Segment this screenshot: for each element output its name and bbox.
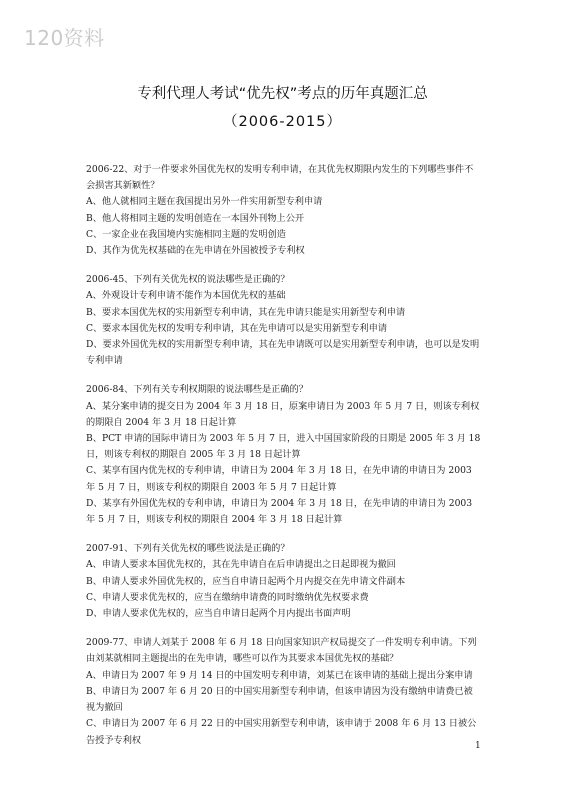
question-stem: 2007-91、下列有关优先权的哪些说法是正确的？ [86, 543, 290, 555]
question-2009-77 [86, 635, 481, 748]
option-d: D、其作为优先权基础的在先申请在外国被授予专利权 [86, 245, 305, 257]
option-c: C、要求本国优先权的发明专利申请，其在先申请可以是实用新型专利申请 [86, 322, 388, 334]
page-title: 专利代理人考试“优先权”考点的历年真题汇总 [137, 86, 428, 102]
option-a: A、他人就相同主题在我国提出另外一件实用新型专利申请 [86, 196, 323, 208]
question-2006-84 [86, 382, 481, 528]
option-c: C、申请日为 2007 年 6 月 22 日的中国实用新型专利申请，该申请于 2008 年 6 月 13 日被公告授予专利权 [86, 718, 477, 746]
option-b: B、要求本国优先权的实用新型专利申请，其在先申请只能是实用新型专利申请 [86, 306, 406, 318]
option-a: A、外观设计专利申请不能作为本国优先权的基础 [86, 290, 286, 302]
page-number: 1 [475, 741, 481, 751]
option-b: B、他人将相同主题的发明创造在一本国外刊物上公开 [86, 212, 305, 224]
question-stem: 2006-45、下列有关优先权的说法哪些是正确的？ [86, 274, 290, 286]
question-stem: 2009-77、申请人刘某于 2008 年 6 月 18 日向国家知识产权局提交了一件发明专利申请。下列由刘某就相同主题提出的在先申请，哪些可以作为其要求本国优先权的基础？ [86, 637, 477, 665]
option-b: B、申请人要求外国优先权的，应当自申请日起两个月内提交在先申请文件副本 [86, 575, 406, 587]
option-c: C、申请人要求优先权的，应当在缴纳申请费的同时缴纳优先权要求费 [86, 591, 369, 603]
option-d: D、申请人要求优先权的，应当自申请日起两个月内提出书面声明 [86, 608, 351, 620]
option-b: B、申请日为 2007 年 6 月 20 日的中国实用新型专利申请，但该申请因为没有缴纳申请费已被视为撤回 [86, 685, 473, 714]
question-stem: 2006-22、对于一件要求外国优先权的发明专利申请，在其优先权期限内发生的下列哪些事件不会损害其新颖性？ [86, 164, 474, 192]
option-d: D、要求外国优先权的实用新型专利申请，其在先申请既可以是实用新型专利申请，也可以是发明专利申请 [86, 339, 480, 367]
watermark: 120资料 [24, 26, 105, 50]
question-list [86, 162, 481, 762]
question-2007-91 [86, 541, 481, 622]
question-2006-22 [86, 162, 481, 259]
option-b: B、PCT 申请的国际申请日为 2003 年 5 月 7 日，进入中国国家阶段的日期是 2005 年 3 月 18 日，则该专利权的期限自 2005 年 3 月 18 日起计算 [86, 433, 481, 461]
option-d: D、某享有外国优先权的专利申请，申请日为 2004 年 3 月 18 日，在先申请的申请日为 2003 年 5 月 7 日，则该专利权的期限自 2004 年 3 月 18 日起计算 [86, 497, 473, 526]
option-a: A、申请日为 2007 年 9 月 14 日的中国发明专利申请，刘某已在该申请的基础上提出分案申请 [86, 669, 473, 681]
option-c: C、一家企业在我国境内实施相同主题的发明创造 [86, 228, 286, 240]
option-c: C、某享有国内优先权的专利申请，申请日为 2004 年 3 月 18 日，在先申请的申请日为 2003 年 5 月 7 日，则该专利权的期限自 2003 年 5 月 7 日起计算 [86, 465, 472, 493]
option-a: A、某分案申请的提交日为 2004 年 3 月 18 日，原案申请日为 2003 年 5 月 7 日，则该专利权的期限自 2004 年 3 月 18 日起计算 [86, 400, 480, 428]
option-a: A、申请人要求本国优先权的，其在先申请自在后申请提出之日起即视为撤回 [86, 559, 396, 571]
page-subtitle: （2006-2015） [222, 114, 343, 130]
question-2006-45 [86, 272, 481, 369]
question-stem: 2006-84、下列有关专利权期限的说法哪些是正确的？ [86, 384, 308, 396]
